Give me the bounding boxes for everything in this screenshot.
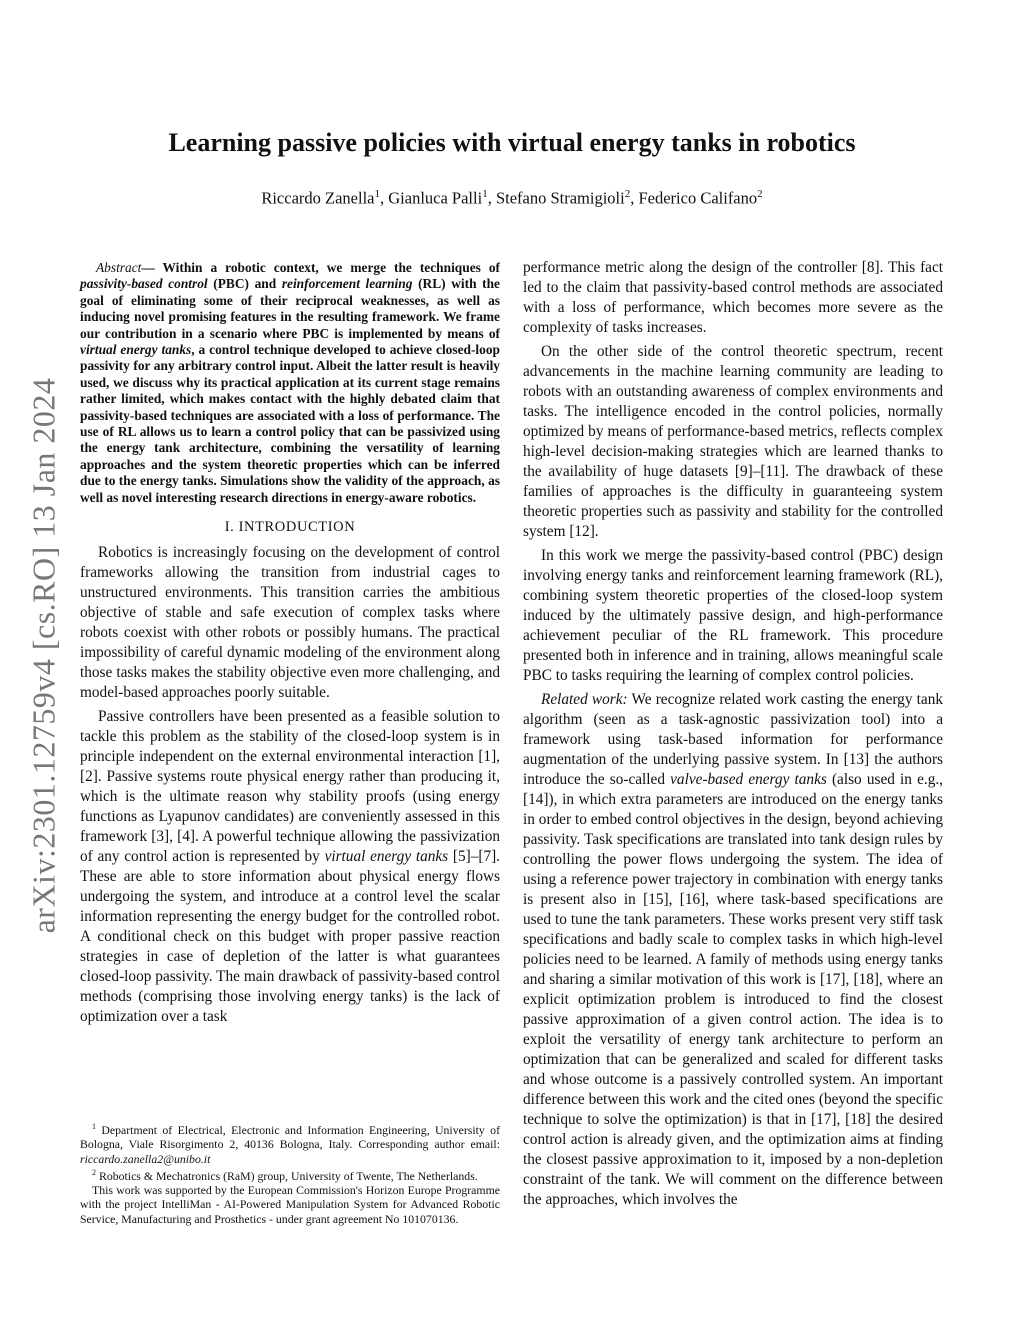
author-affiliation: 1 bbox=[374, 188, 380, 200]
body-paragraph-continued: performance metric along the design of the controller [8]. This fact led to the claim that passivity-based control methods are associated with a loss of performance, which becomes more severe as the complexity of tasks increases. bbox=[523, 259, 943, 336]
author-affiliation: 2 bbox=[757, 188, 763, 200]
author-name: Federico Califano bbox=[638, 188, 758, 208]
corresponding-email: riccardo.zanella2@unibo.it bbox=[80, 1151, 211, 1166]
related-work-paragraph: Related work: We recognize related work casting the energy tank algorithm (seen as a task-agnostic passivization tool) into a framework using task-based information for performance augmentation of the underlying passive system. In [13] the authors introduce the so-called valve-based energy tanks (also used in e.g., [14]), in which extra parameters are introduced on the energy tanks in order to embed control objectives in the design, beyond achieving passivity. Task specifications are translated into tank design rules by controlling the power flows undergoing the system. The idea of using a reference power trajectory in combination with energy tanks is present also in [15], [16], where task-based specifications are used to tune the tank parameters. These works present very stiff task specifications and badly scale to complex tasks in which high-level policies need to be learned. A family of methods using energy tanks and sharing a similar motivation of this work is [17], [18], where an explicit optimization problem is introduced to find the closest passive approximation of a given control action. The idea is to exploit the versatility of energy tank architecture to perform an optimization that can be generalized and scaled for different tasks and whose outcome is a passively controlled system. An important difference between this work and the cited ones (beyond the specific technique to solve the optimization) is that in [17], [18] the desired control action is already given, and the optimization aims at finding the closest passive approximation to it, imposed by a non-depletion constraint of the tank. We will comment on the difference between the approaches, which involves the bbox=[523, 691, 943, 1208]
arxiv-id-text: arXiv:2301.12759v4 [cs.RO] 13 Jan 2024 bbox=[25, 377, 62, 933]
author-name: Stefano Stramigioli bbox=[495, 188, 625, 208]
intro-paragraph-1: Robotics is increasingly focusing on the development of control frameworks allowing the transition from industrial cages to unstructured environments. This transition carries the ambitious objective of stable and safe execution of complex tasks where robots coexist with other robots or possibly humans. The practical impossibility of careful dynamic modeling of the environment along those tasks makes the stability objective even more challenging, and model-based approaches poorly suitable. bbox=[80, 544, 500, 702]
author-name: Gianluca Palli bbox=[388, 188, 483, 208]
section-heading-introduction: I. INTRODUCTION bbox=[224, 519, 356, 536]
author-affiliation: 2 bbox=[624, 188, 631, 200]
arxiv-sidebar-identifier bbox=[14, 350, 74, 960]
footnote-affiliation-1: $^1$ Department of Electrical, Electronic and Information Engineering, University of Bologna, Viale Risorgimento 2, 40136 Bologna, Italy. Corresponding author email: riccardo.zanella2@unibo.it bbox=[80, 1122, 500, 1166]
abstract: Abstract— Within a robotic context, we merge the techniques of passivity-based control (PBC) and reinforcement learning (RL) with the goal of eliminating some of their reciprocal weaknesses, as well as inducing novel promising features in the resulting framework. We frame our contribution in a scenario where PBC is implemented by means of virtual energy tanks, a control technique developed to achieve closed-loop passivity for any arbitrary control input. Albeit the latter result is heavily used, we discuss why its practical application at its current stage remains rather limited, which makes contact with the highly debated claim that passivity-based techniques are associated with a loss of performance. The use of RL allows us to learn a control policy that can be passivized using the energy tank architecture, combining the versatility of learning approaches and the system theoretic properties which can be inferred due to the energy tanks. Simulations show the validity of the approach, as well as novel interesting research directions in energy-aware robotics. bbox=[80, 260, 500, 505]
paper-title: Learning passive policies with virtual energy tanks in robotics bbox=[168, 128, 856, 157]
footnotes bbox=[80, 1120, 500, 1226]
body-paragraph-ml: On the other side of the control theoretic spectrum, recent advancements in the machine learning community are leading to robots with an outstanding awareness of complex environments and tasks. The intelligence encoded in the control policies, normally optimized by means of performance-based metrics, reflects complex high-level decision-making strategies which are learned thanks to the availability of huge datasets [9]–[11]. The drawback of these families of approaches is the difficulty in guaranteeing system theoretic properties such as passivity and stability for the controlled system [12]. bbox=[523, 343, 943, 540]
author-list: Riccardo Zanella$^1$, Gianluca Palli$^1$, Stefano Stramigioli$^2$, Federico Califano$^2$ bbox=[261, 188, 763, 208]
footnote-funding: This work was supported by the European Commission's Horizon Europe Programme with the project IntelliMan - AI-Powered Manipulation System for Advanced Robotic Service, Manufacturing and Prosthetics - under grant agreement No 101070136. bbox=[80, 1183, 500, 1226]
left-column bbox=[80, 260, 500, 1031]
author-affiliation: 1 bbox=[482, 188, 488, 200]
body-paragraph-contribution: In this work we merge the passivity-based control (PBC) design involving energy tanks and reinforcement learning framework (RL), combining system theoretic properties of the closed-loop system induced by the ultimately passive design, and high-performance achievement peculiar of the RL framework. This procedure presented both in inference and in training, allows meaningful scale PBC to tasks requiring the learning of complex control policies. bbox=[523, 547, 943, 684]
right-column bbox=[523, 258, 943, 1214]
author-name: Riccardo Zanella bbox=[261, 188, 375, 208]
related-work-label: Related work: bbox=[541, 691, 628, 708]
intro-paragraph-2: Passive controllers have been presented as a feasible solution to tackle this problem as the stability of the closed-loop system is in principle independent on the external environmental interaction [1], [2]. Passive systems route physical energy rather than producing it, which is the ultimate reason why stability proofs (using energy functions as Lyapunov candidates) are conveniently assessed in this framework [3], [4]. A powerful technique allowing the passivization of any control action is represented by virtual energy tanks [5]–[7]. These are able to store information about physical energy flows undergoing the system, and introduce at a control level the scalar information representing the energy budget for the controlled robot. A conditional check on this budget with proper passive reaction strategies in case of depletion of the latter is what guarantees closed-loop passivity. The main drawback of passivity-based control methods (comprising those involving energy tanks) is the lack of optimization over a task bbox=[80, 708, 501, 1026]
footnote-affiliation-2: $^2$ Robotics & Mechatronics (RaM) group, University of Twente, The Netherlands. bbox=[92, 1167, 478, 1183]
